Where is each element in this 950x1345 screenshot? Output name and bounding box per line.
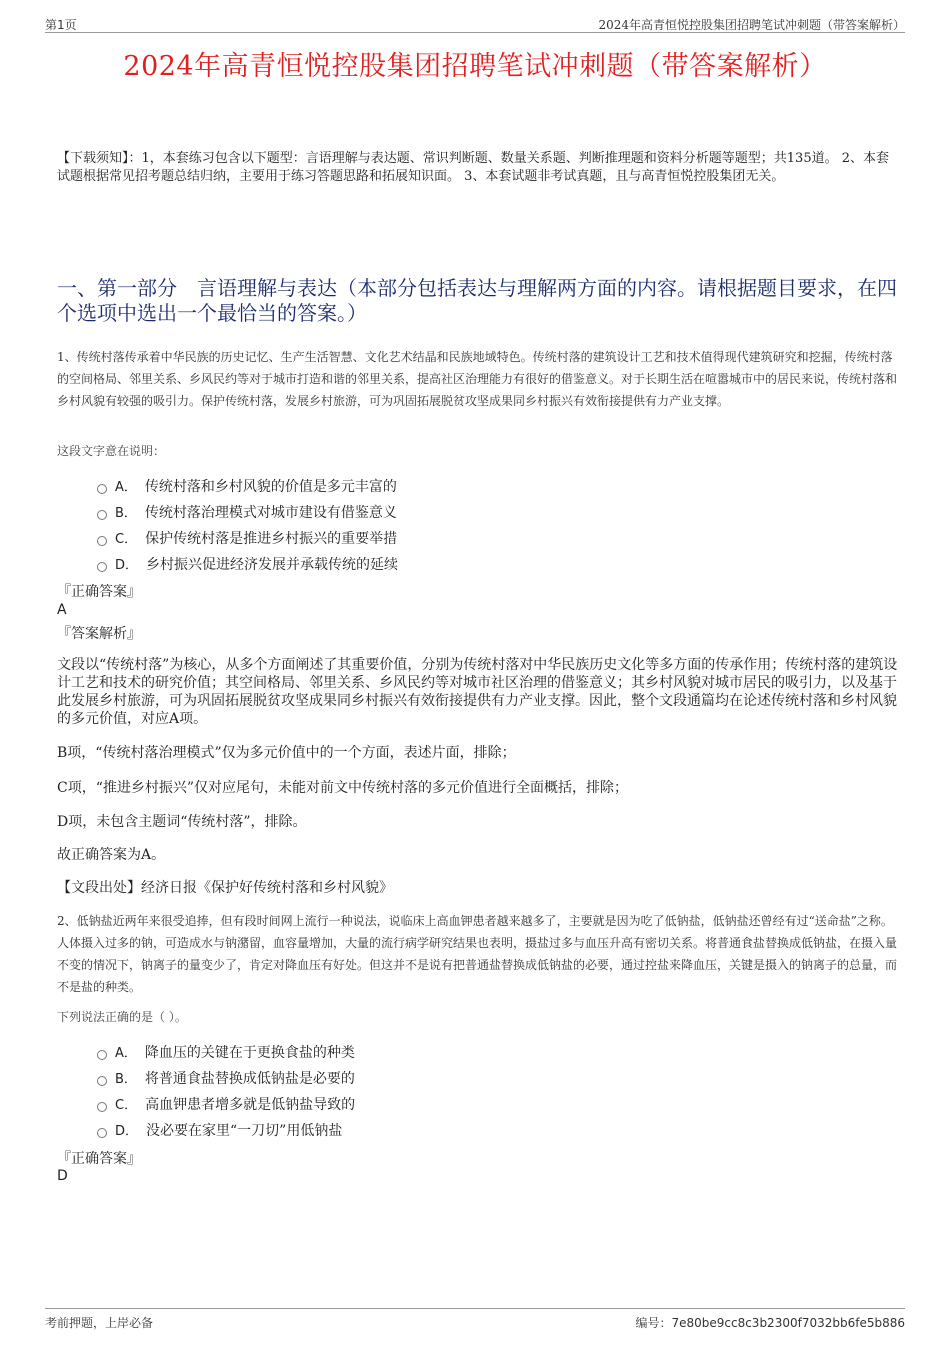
radio-icon[interactable] — [97, 1076, 107, 1086]
q1-answer-label: 『正确答案』 — [57, 584, 141, 600]
question-1-options — [97, 476, 398, 580]
download-notice: 【下载须知】：1，本套练习包含以下题型：言语理解与表达题、常识判断题、数量关系题、判断推理题和资料分析题等题型；共135道。 2、本套试题根据常见招考题总结归纳，主要用于练习答题思路和拓展知识面。 3、本套试题非考试真题，且与高青恒悦控股集团无关。 — [57, 151, 889, 184]
radio-icon[interactable] — [97, 536, 107, 546]
radio-icon[interactable] — [97, 484, 107, 494]
question-2-prompt: 下列说法正确的是（ ）。 — [57, 1010, 187, 1024]
q1-analysis-paragraph: 文段以“传统村落”为核心，从多个方面阐述了其重要价值，分别为传统村落对中华民族历史文化等多方面的传承作用；传统村落的建筑设计工艺和技术的研究价值；其空间格局、邻里关系、乡风民约等对城市社区治理的借鉴意义；其乡村风貌对城市居民的吸引力，以及基于此发展乡村旅游，可为巩固拓展脱贫攻坚成果同乡村振兴有效衔接提供有力产业支撑。因此，整个文段通篇均在论述传统村落和乡村风貌的多元价值，对应A项。 — [57, 657, 898, 727]
q1-option-c[interactable]: C． 保护传统村落是推进乡村振兴的重要举措 — [97, 528, 398, 554]
radio-icon[interactable] — [97, 562, 107, 572]
footer-slogan: 考前押题，上岸必备 — [45, 1316, 154, 1330]
q1-answer: A — [57, 602, 67, 618]
footer-code — [635, 1314, 905, 1331]
q1-analysis-d: D项，未包含主题词“传统村落”，排除。 — [57, 814, 307, 830]
header-doc-title: 2024年高青恒悦控股集团招聘笔试冲刺题（带答案解析） — [598, 18, 905, 32]
q2-option-b[interactable]: B． 将普通食盐替换成低钠盐是必要的 — [97, 1068, 355, 1094]
radio-icon[interactable] — [97, 1050, 107, 1060]
q2-option-c[interactable]: C． 高血钾患者增多就是低钠盐导致的 — [97, 1094, 355, 1120]
footer-code-label: 编号： — [635, 1316, 672, 1330]
page-footer — [45, 1308, 905, 1331]
q2-option-a[interactable]: A． 降血压的关键在于更换食盐的种类 — [97, 1042, 355, 1068]
question-2-text: 2、低钠盐近两年来很受追捧，但有段时间网上流行一种说法，说临床上高血钾患者越来越多了，主要就是因为吃了低钠盐，低钠盐还曾经有过“送命盐”之称。人体摄入过多的钠，可造成水与钠潴留，血容量增加，大量的流行病学研究结果也表明，摄盐过多与血压升高有密切关系。将普通食盐替换成低钠盐，在摄入量不变的情况下，钠离子的量变少了，肯定对降血压有好处。但这并不是说有把普通盐替换成低钠盐的必要，通过控盐来降血压，关键是摄入的钠离子的总量，而不是盐的种类。 — [57, 914, 898, 994]
page-header — [45, 14, 905, 33]
question-2-options — [97, 1042, 355, 1146]
q1-option-d[interactable]: D． 乡村振兴促进经济发展并承载传统的延续 — [97, 554, 398, 580]
footer-code-value: 7e80be9cc8c3b2300f7032bb6fe5b886 — [671, 1316, 905, 1330]
q1-analysis-c: C项，“推进乡村振兴”仅对应尾句，未能对前文中传统村落的多元价值进行全面概括，排除； — [57, 780, 629, 796]
radio-icon[interactable] — [97, 1102, 107, 1112]
question-1-text: 1、传统村落传承着中华民族的历史记忆、生产生活智慧、文化艺术结晶和民族地域特色。传统村落的建筑设计工艺和技术值得现代建筑研究和挖掘，传统村落的空间格局、邻里关系、乡风民约等对于城市打造和谐的邻里关系，提高社区治理能力有很好的借鉴意义。对于长期生活在喧嚣城市中的居民来说，传统村落和乡村风貌有较强的吸引力。保护传统村落，发展乡村旅游，可为巩固拓展脱贫攻坚成果同乡村振兴有效衔接提供有力产业支撑。 — [57, 350, 898, 408]
q1-conclusion: 故正确答案为A。 — [57, 847, 166, 863]
q1-option-b[interactable]: B． 传统村落治理模式对城市建设有借鉴意义 — [97, 502, 398, 528]
q1-analysis-label: 『答案解析』 — [57, 626, 141, 642]
question-1-prompt: 这段文字意在说明： — [57, 444, 166, 458]
document-title: 2024年高青恒悦控股集团招聘笔试冲刺题（带答案解析） — [123, 51, 827, 82]
radio-icon[interactable] — [97, 1128, 107, 1138]
q1-option-a[interactable]: A． 传统村落和乡村风貌的价值是多元丰富的 — [97, 476, 398, 502]
q2-option-d[interactable]: D． 没必要在家里“一刀切”用低钠盐 — [97, 1120, 355, 1146]
section-heading: 一、第一部分 言语理解与表达（本部分包括表达与理解两方面的内容。请根据题目要求，在四个选项中选出一个最恰当的答案。） — [57, 276, 897, 325]
radio-icon[interactable] — [97, 510, 107, 520]
q2-answer-label: 『正确答案』 — [57, 1151, 141, 1167]
q1-source: 【文段出处】经济日报《保护好传统村落和乡村风貌》 — [57, 880, 393, 896]
q1-analysis-b: B项，“传统村落治理模式”仅为多元价值中的一个方面，表述片面，排除； — [57, 745, 516, 761]
q2-answer: D — [57, 1168, 68, 1184]
page-number: 第1页 — [45, 18, 77, 32]
